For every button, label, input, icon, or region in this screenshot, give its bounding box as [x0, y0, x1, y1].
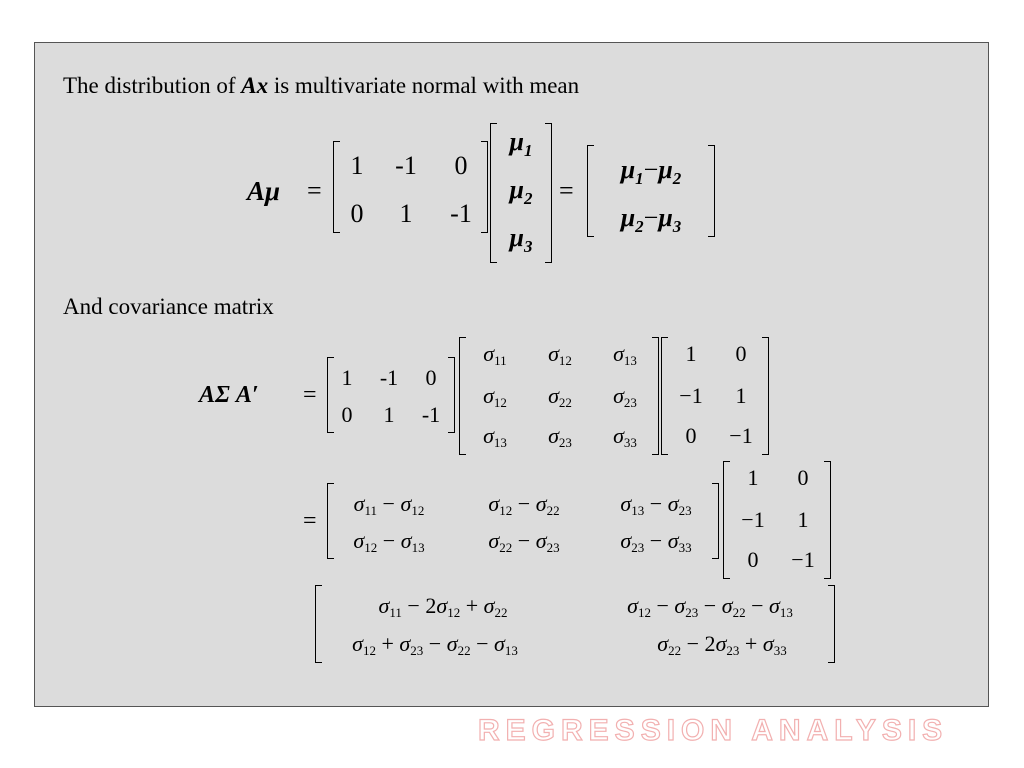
A-cell: 0 [350, 199, 364, 228]
A-cell: 0 [454, 151, 468, 180]
A-cell: -1 [421, 402, 441, 427]
sigma-entry: $\sigma_{33}$ [613, 423, 637, 450]
mean-equals-2: = [559, 176, 574, 205]
mu-entry: μ1 [509, 127, 533, 160]
cov-matrix-A [327, 357, 455, 433]
sigma-entry: $\sigma_{13}$ [613, 341, 637, 368]
mu-vector [490, 123, 552, 263]
cov-lhs: AΣ A′ [199, 382, 259, 408]
mean-result-entry: μ2−μ3 [620, 203, 682, 236]
sigma-entry: $\sigma_{13}$ [483, 423, 507, 450]
intro-text-end: is multivariate normal with mean [268, 73, 580, 98]
watermark-regression-analysis: REGRESSION ANALYSIS [478, 714, 949, 747]
A-cell: 1 [350, 151, 364, 180]
At-cell: −1 [729, 423, 753, 448]
At-cell: 0 [735, 341, 747, 366]
intro-variable: Ax [241, 73, 269, 98]
sigma-entry: $\sigma_{12}$ [548, 341, 572, 368]
cov-equals: = [303, 382, 317, 408]
sigma-entry: $\sigma_{12}$ [483, 383, 507, 410]
mean-equals-1: = [307, 176, 322, 205]
covariance-text: And covariance matrix [63, 294, 274, 319]
step2-entry: $\sigma_{12} - \sigma_{13}$ [353, 528, 425, 555]
step2-entry: $\sigma_{22} - \sigma_{23}$ [488, 528, 560, 555]
step2-matrix [327, 483, 719, 559]
result-entry-r2c1: $\sigma_{12} + \sigma_{23} - \sigma_{22} - \sigma_{13}$ [352, 631, 518, 658]
result-entry-r2c2: $\sigma_{22} - 2\sigma_{23} + \sigma_{33}$ [657, 631, 787, 658]
mean-result-entry: μ1−μ2 [620, 155, 682, 188]
A-cell: -1 [379, 365, 399, 390]
intro-text [63, 74, 579, 97]
sigma-entry: $\sigma_{22}$ [548, 383, 572, 410]
step2-entry: $\sigma_{12} - \sigma_{22}$ [488, 491, 560, 518]
At-cell: 0 [797, 465, 809, 490]
slide-frame [34, 42, 989, 707]
A-cell: 1 [399, 199, 413, 228]
step2-entry: $\sigma_{13} - \sigma_{23}$ [620, 491, 692, 518]
sigma-entry: $\sigma_{23}$ [548, 423, 572, 450]
At-cell: 1 [797, 507, 809, 532]
step2-entry: $\sigma_{23} - \sigma_{33}$ [620, 528, 692, 555]
sigma-entry: $\sigma_{11}$ [483, 341, 507, 368]
A-cell: 0 [425, 365, 437, 390]
A-cell: -1 [395, 151, 417, 180]
A-cell: 1 [341, 365, 353, 390]
result-entry-r1c1: $\sigma_{11} - 2\sigma_{12} + \sigma_{22}$ [378, 593, 508, 620]
mu-entry: μ3 [509, 223, 533, 256]
step2-A-transpose [723, 461, 831, 579]
step2-equals: = [303, 508, 317, 534]
step2-entry: $\sigma_{11} - \sigma_{12}$ [353, 491, 425, 518]
A-cell: 1 [383, 402, 395, 427]
result-matrix [315, 585, 835, 663]
At-cell: 1 [735, 383, 747, 408]
mu-entry: μ2 [509, 175, 533, 208]
At-cell: 1 [747, 465, 759, 490]
At-cell: 1 [685, 341, 697, 366]
mean-matrix-A [333, 141, 488, 233]
A-cell: -1 [450, 199, 472, 228]
mean-result-vector [587, 145, 715, 237]
At-cell: 0 [685, 423, 697, 448]
At-cell: 0 [747, 547, 759, 572]
mean-lhs: Aμ [247, 176, 281, 206]
sigma-entry: $\sigma_{23}$ [613, 383, 637, 410]
sigma-matrix [459, 337, 659, 455]
A-transpose-matrix [661, 337, 769, 455]
At-cell: −1 [679, 383, 703, 408]
result-entry-r1c2: $\sigma_{12} - \sigma_{23} - \sigma_{22} - \sigma_{13}$ [627, 593, 793, 620]
A-cell: 0 [341, 402, 353, 427]
At-cell: −1 [741, 507, 765, 532]
intro-text-start: The distribution of [63, 73, 242, 98]
At-cell: −1 [791, 547, 815, 572]
